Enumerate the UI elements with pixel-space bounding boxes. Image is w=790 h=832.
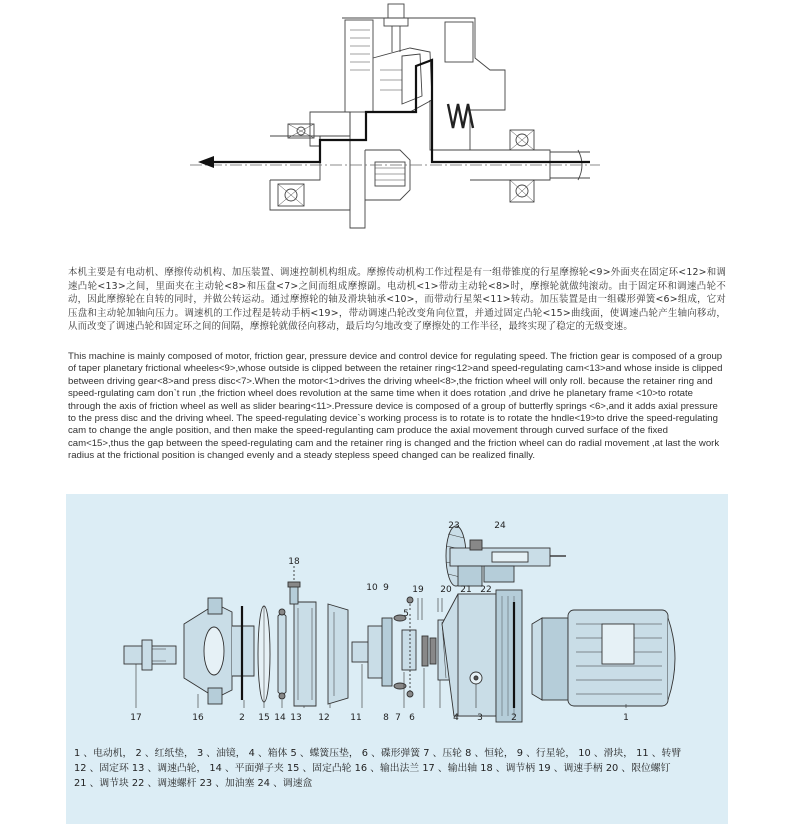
callout-17: 17 — [130, 713, 142, 723]
part-retainer-ring — [328, 604, 348, 704]
legend-row — [74, 776, 724, 791]
callout-15: 15 — [258, 713, 270, 723]
callout-11: 11 — [350, 713, 362, 723]
legend-row: 1 、电动机， 2 、红纸垫， 3 、油镜， 4 、箱体 5 、蝶簧压垫， 6 、碟形弹簧 7 、压轮 8 、恒轮， 9 、行星轮， 10 、滑块， 11 、转臂 — [74, 748, 682, 759]
legend-item: 16 、输出法兰 — [354, 763, 420, 774]
legend-item: 13 、调速凸轮 — [131, 763, 197, 774]
legend-item: 18 、调节柄 — [480, 763, 535, 774]
callout-20: 20 — [440, 585, 452, 595]
parts-legend — [74, 746, 724, 791]
callout-9: 9 — [383, 583, 389, 593]
legend-row: 12 、固定环 13 、调速凸轮， 14 、平面弹子夹 15 、固定凸轮 16 、输出法兰 17 、输出轴 18 、调节柄 19 、调速手柄 20 、限位螺钉 — [74, 763, 671, 774]
legend-item: 11 、转臂 — [636, 748, 682, 759]
legend-item: 8 、恒轮 — [465, 748, 504, 759]
legend-item: 14 、平面弹子夹 — [209, 763, 284, 774]
legend-item: 4 、箱体 — [248, 748, 288, 759]
callout-12: 12 — [318, 713, 330, 723]
part-butterfly-spring — [422, 636, 436, 666]
legend-item: 20 、限位螺钉 — [605, 763, 671, 774]
legend-item: 5 、蝶簧压垫 — [290, 748, 349, 759]
exploded-view-panel — [66, 494, 728, 824]
legend-item: 9 、行星轮 — [516, 748, 566, 759]
legend-item: 22 、调速螺杆 — [131, 778, 197, 789]
callout-10: 10 — [366, 583, 378, 593]
legend-item: 2 、红纸垫 — [135, 748, 185, 759]
legend-item: 21 、调节块 — [74, 778, 129, 789]
callout-22: 22 — [480, 585, 492, 595]
output-arrow-icon — [198, 156, 214, 168]
legend-item: 17 、输出轴 — [422, 763, 478, 774]
legend-item: 3 、油镜 — [196, 748, 236, 759]
legend-item: 1 、电动机 — [74, 748, 123, 759]
legend-item: 23 、加油塞 — [199, 778, 255, 789]
description-english: This machine is mainly composed of motor, friction gear, pressure device and control device for regulating speed. The friction gear is composed of a group of taper planetary frictional wheeles<9>,whose outside is clipped between the retainer ring<12>and speed-regulating cam<13>and whose inside is clipped between driving gear<8>and press disc<7>.When the motor<1>drives the driving wheel<8>,the friction wheel will only roll. because the retainer ring and speed-rgulating cam don`t run ,the friction wheel does revolution at the same time when it does rotation ,and drive he planetary frame <10>to rotate through the axis of friction wheel as well as slider bearing<11>.Pressure device is composed of a group of butterfly springs <6>,and it adds axial pressure to the press disc and the driving wheel. The speed-regulating device`s working process is to rotate is to rotate the hndle<19>to drive the speed-regulating cam to change the angle position, and then make the speed-reguIanting cam produce the axial movement through curved surface of the fixed cam<15>,thus the gap between the speed-regulating cam and the retainer ring is changed and the friction wheel can do radial movement ,at last the work radius at the frictional position is changed evenly and a steady stepless speed changed can be realized finally. — [68, 351, 723, 462]
callout-3: 3 — [477, 713, 483, 723]
part-motor — [532, 610, 675, 706]
callout-19: 19 — [412, 585, 424, 595]
description-chinese: 本机主要是有电动机、摩擦传动机构、加压装置、调速控制机构组成。摩擦传动机构工作过程是有一组带锥度的行星摩擦轮<9>外面夹在固定环<12>和调速凸轮<13>之间，里面夹在主动轮<8>和压盘<7>之间而组成摩擦副。电动机<1>带动主动轮<8>时，摩擦轮就做纯滚动。由于固定环和调速凸轮不动，因此摩擦轮在自转的同时，并做公转运动。通过摩擦轮的轴及滑块轴承<10>，而带动行星架<11>转动。加压装置是由一组碟形弹簧<6>组成，它对压盘和主动轮加轴向压力。调速机的工作过程是转动手柄<19>，带动调速凸轮改变角向位置，并通过固定凸轮<15>曲线面，使调速凸轮产生轴向移动，从而改变了调速凸轮和固定环之间的间隔，摩擦轮就做径向移动，最后均匀地改变了摩擦处的工作半径，最终实现了稳定的无级变速。 — [68, 267, 726, 333]
callout-2-right: 2 — [511, 713, 517, 723]
callout-23: 23 — [448, 521, 460, 531]
callout-14: 14 — [274, 713, 286, 723]
legend-item: 15 、固定凸轮 — [286, 763, 352, 774]
callout-24: 24 — [494, 521, 506, 531]
part-planetary-arm — [352, 615, 406, 689]
callout-5: 5 — [403, 609, 409, 619]
power-flow-path — [210, 60, 590, 162]
callout-4: 4 — [453, 713, 459, 723]
legend-item: 19 、调速手柄 — [538, 763, 603, 774]
part-regulating-box — [450, 540, 566, 586]
part-fixed-cam — [258, 606, 270, 702]
legend-item: 12 、固定环 — [74, 763, 129, 774]
callout-2-left: 2 — [239, 713, 245, 723]
part-regulating-cam — [294, 602, 316, 706]
callout-8: 8 — [383, 713, 389, 723]
oil-plug — [388, 4, 404, 18]
callout-7: 7 — [395, 713, 401, 723]
housing-block-left — [345, 20, 373, 112]
callout-18: 18 — [288, 557, 300, 567]
part-regulating-handle — [288, 566, 300, 604]
part-ball-clamp — [278, 609, 286, 699]
cross-section-diagram — [170, 0, 600, 250]
exploded-view-diagram — [66, 494, 728, 744]
part-housing — [442, 590, 522, 722]
housing-block-right — [445, 22, 473, 62]
callout-13: 13 — [290, 713, 302, 723]
part-output-shaft — [124, 640, 176, 670]
disc-spring — [448, 104, 473, 128]
callout-21: 21 — [460, 585, 472, 595]
callout-6: 6 — [409, 713, 415, 723]
callout-1: 1 — [623, 713, 629, 723]
legend-item: 7 、压轮 — [423, 748, 462, 759]
legend-item: 10 、滑块 — [578, 748, 624, 759]
legend-item: 24 、调速盒 — [257, 778, 313, 789]
part-output-flange — [184, 598, 254, 704]
callout-16: 16 — [192, 713, 204, 723]
legend-item: 6 、碟形弹簧 — [361, 748, 421, 759]
